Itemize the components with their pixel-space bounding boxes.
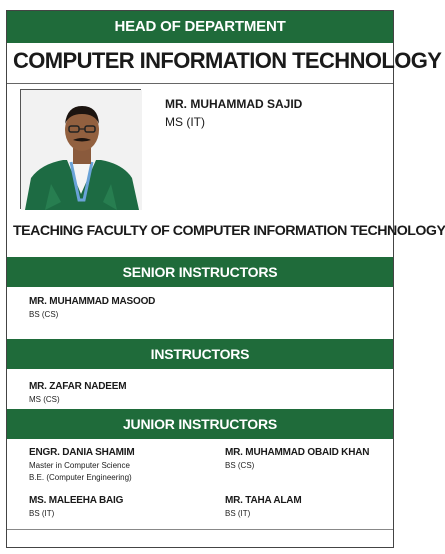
person-degree: BS (IT) (29, 509, 55, 518)
person-name: ENGR. DANIA SHAMIM (29, 447, 135, 458)
person-degree: BS (CS) (29, 310, 59, 319)
head-photo (20, 89, 141, 209)
person-degree: MS (CS) (29, 395, 60, 404)
person-name: MR. ZAFAR NADEEM (29, 381, 127, 392)
senior-instructors-bar: SENIOR INSTRUCTORS (7, 257, 393, 287)
person-degree: BS (CS) (225, 461, 255, 470)
junior-instructors-bar: JUNIOR INSTRUCTORS (7, 409, 393, 439)
person-name: MS. MALEEHA BAIG (29, 495, 124, 506)
hod-header-bar: HEAD OF DEPARTMENT (7, 11, 393, 43)
person-name: MR. MUHAMMAD OBAID KHAN (225, 447, 370, 458)
faculty-card (6, 10, 445, 548)
person-name: MR. TAHA ALAM (225, 495, 302, 506)
department-title: COMPUTER INFORMATION TECHNOLOGY (13, 48, 442, 73)
instructors-bar: INSTRUCTORS (7, 339, 393, 369)
divider (7, 83, 393, 84)
head-degree: MS (IT) (165, 115, 205, 129)
head-portrait-image (21, 90, 142, 210)
divider (7, 529, 393, 530)
head-name: MR. MUHAMMAD SAJID (165, 97, 303, 111)
person-degree: Master in Computer Science (29, 461, 130, 470)
person-degree: BS (IT) (225, 509, 251, 518)
faculty-heading: TEACHING FACULTY OF COMPUTER INFORMATION TECHNOLOGY (13, 223, 445, 239)
person-degree-secondary: B.E. (Computer Engineering) (29, 473, 132, 482)
person-name: MR. MUHAMMAD MASOOD (29, 296, 156, 307)
